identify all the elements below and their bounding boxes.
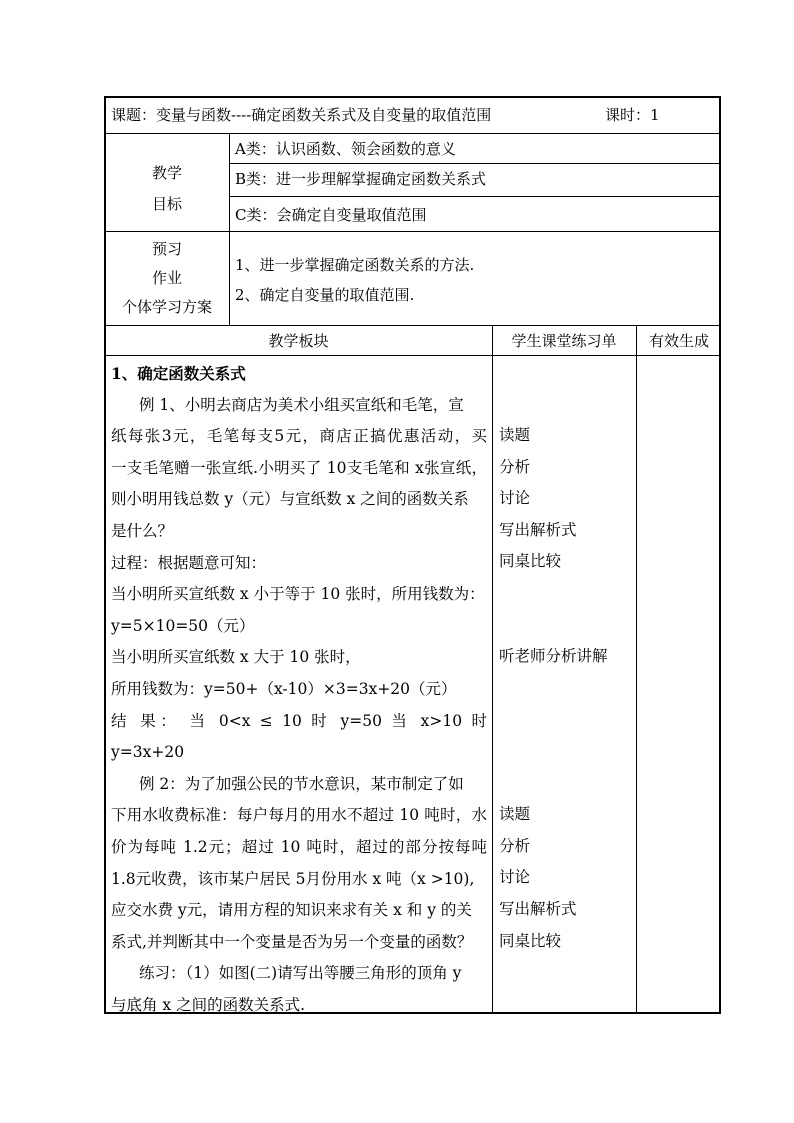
col-header-teaching: 教学板块 [268, 332, 329, 350]
preview-label: 预习 作业 个体学习方案 [121, 240, 212, 316]
topic-title: 课题：变量与函数----确定函数关系式及自变量的取值范围 [111, 106, 492, 124]
exercise-item: 讨论 [499, 868, 531, 887]
exercise-item: 听老师分析讲解 [499, 647, 608, 666]
exercise-item: 写出解析式 [499, 899, 577, 918]
teaching-content: 1、确定函数关系式 例 1、小明去商店为美术小组买宣纸和毛笔，宣 纸每张3元，毛笔每支5元，商店正搞优惠活动，买 一支毛笔赠一张宣纸.小明买了 10支毛笔和 x张宣纸， 则小明用钱总数 y（元）与宣纸数 x 之间的函数关系 是什么？ 过程：根据题意可知： 当小明所买宣纸数 x 小于等于 10 张时，所用钱数为： y=5×10=50（元） 当小明所买宣纸数 x 大于 10 张时， 所用钱数为：y=50+（x-10）×3=3x+20（元） 结 果： 当 0<x ≤ 10 时 y=50 当 x>10 时 y=3x+20 例 2：为了加强公民的节水意识，某市制定了如 下用水收费标准：每户每月的用水不超过 10 吨时，水 价为每吨 1.2元；超过 10 吨时，超过的部分按每吨 1.8元收费，该市某户居民 5月份用水 x 吨（x >10), 应交水费 y元，请用方程的知识来求有关 x 和 y 的关 系式,并判断其中一个变量是否为另一个变量的函数？ 练习：（1）如图(二)请写出等腰三角形的顶角 y 与底角 x 之间的函数关系式. [111, 358, 487, 1021]
col-header-exercise: 学生课堂练习单 [511, 332, 617, 350]
column-header-row [105, 326, 720, 356]
exercise-item: 分析 [499, 457, 531, 476]
title-row [105, 97, 720, 134]
lesson-plan-table [104, 96, 721, 1014]
exercise-item: 写出解析式 [499, 520, 577, 539]
exercise-column [499, 420, 631, 957]
exercise-item: 分析 [499, 836, 531, 855]
exercise-item: 讨论 [499, 489, 531, 508]
objectives-label: 教学 目标 [151, 164, 182, 213]
objective-c: C类：会确定自变量取值范围 [235, 206, 427, 224]
preview-row [105, 232, 720, 326]
preview-item-1: 1、进一步掌握确定函数关系的方法. [235, 256, 475, 274]
section-heading: 1、确定函数关系式 [111, 364, 246, 383]
objectives-row [105, 134, 720, 232]
exercise-item: 同桌比较 [499, 552, 562, 571]
body-row [105, 356, 720, 1013]
exercise-item: 读题 [499, 426, 531, 444]
exercise-item: 同桌比较 [499, 931, 562, 950]
exercise-item: 读题 [499, 805, 531, 824]
preview-item-2: 2、确定自变量的取值范围. [235, 286, 415, 304]
objective-b: B类：进一步理解掌握确定函数关系式 [235, 170, 487, 188]
lesson-count: 课时：1 [605, 106, 660, 124]
col-header-outcome: 有效生成 [648, 332, 709, 350]
objective-a: A类：认识函数、领会函数的意义 [235, 140, 456, 158]
